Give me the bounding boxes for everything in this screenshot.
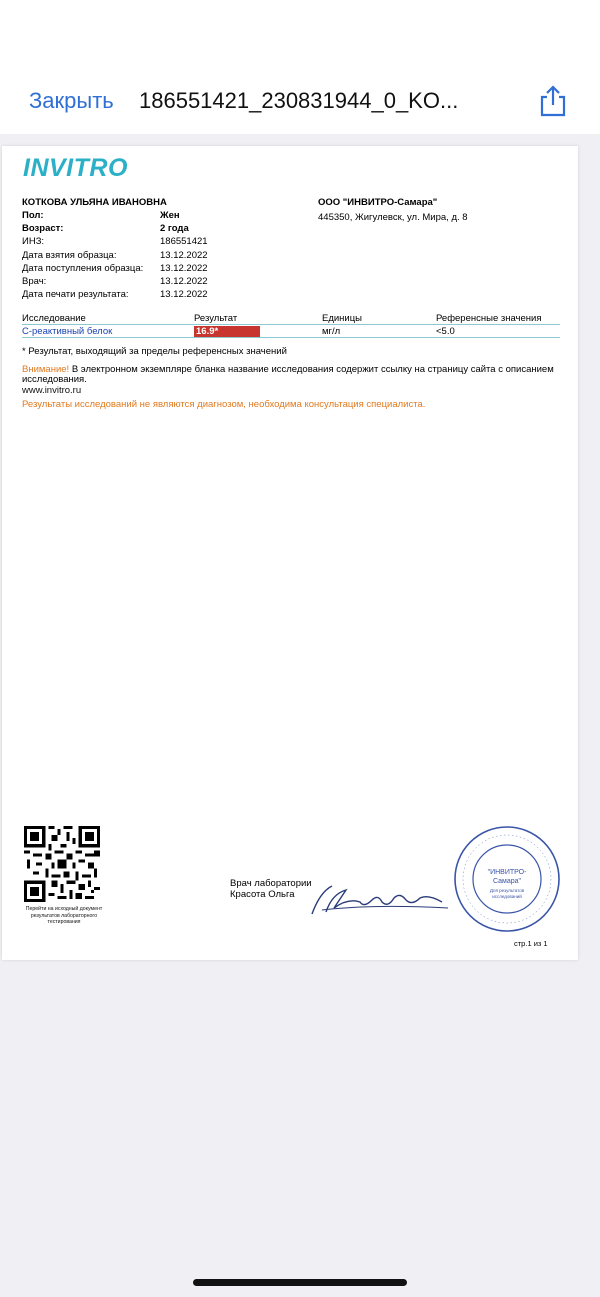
doctor-title: Врач лаборатории xyxy=(230,878,312,889)
info-label: ИНЗ: xyxy=(22,236,45,248)
column-header-test: Исследование xyxy=(22,313,86,324)
info-value: 186551421 xyxy=(160,236,208,248)
column-header-result: Результат xyxy=(194,313,238,324)
info-value: 13.12.2022 xyxy=(160,249,208,261)
lab-stamp xyxy=(452,824,562,934)
info-row xyxy=(22,210,282,223)
signature xyxy=(302,864,452,924)
qr-caption: Перейти на исходный документ результатов лабораторного тестирования xyxy=(25,906,103,925)
page-number: стр.1 из 1 xyxy=(514,939,548,948)
info-row xyxy=(22,236,282,249)
info-label: Дата поступления образца: xyxy=(22,262,144,274)
info-value: 13.12.2022 xyxy=(160,289,208,301)
info-label: Возраст: xyxy=(22,223,64,235)
test-name-link[interactable]: С-реактивный белок xyxy=(22,326,113,337)
disclaimer: Результаты исследований не являются диагнозом, необходима консультация специалиста. xyxy=(22,399,426,410)
info-row xyxy=(22,289,282,302)
info-row xyxy=(22,276,282,289)
info-label: Дата печати результата: xyxy=(22,289,129,301)
svg-text:исследований: исследований xyxy=(492,894,522,899)
home-indicator[interactable] xyxy=(193,1279,407,1286)
result-value-flagged: 16.9* xyxy=(194,326,260,337)
info-label: Дата взятия образца: xyxy=(22,249,117,261)
results-table-header xyxy=(22,313,560,325)
table-row xyxy=(22,326,560,338)
info-row xyxy=(22,250,282,263)
svg-text:"ИНВИТРО-: "ИНВИТРО- xyxy=(487,869,527,876)
info-value: 2 года xyxy=(160,223,189,235)
info-value: 13.12.2022 xyxy=(160,275,208,287)
units-value: мг/л xyxy=(322,326,341,337)
column-header-units: Единицы xyxy=(322,313,363,324)
invitro-logo: INVITRO xyxy=(23,154,128,182)
lab-organization xyxy=(318,197,468,223)
info-label: Пол: xyxy=(22,210,44,221)
warning-text: В электронном экземпляре бланка название исследования содержит ссылку на страницу сайта с описанием исследования. xyxy=(22,364,554,385)
info-value: Жен xyxy=(160,210,180,221)
document-page[interactable] xyxy=(2,146,578,960)
svg-text:Для результатов: Для результатов xyxy=(489,888,525,893)
share-icon[interactable] xyxy=(536,84,570,118)
org-address: 445350, Жигулевск, ул. Мира, д. 8 xyxy=(318,212,468,223)
doctor-signature-block xyxy=(230,878,312,900)
info-row xyxy=(22,223,282,236)
patient-name: КОТКОВА УЛЬЯНА ИВАНОВНА xyxy=(22,197,167,208)
footnote: * Результат, выходящий за пределы референсных значений xyxy=(22,346,287,357)
org-name: ООО "ИНВИТРО-Самара" xyxy=(318,197,438,208)
close-button[interactable]: Закрыть xyxy=(29,88,114,113)
website-link[interactable]: www.invitro.ru xyxy=(22,385,82,396)
warning-label: Внимание! xyxy=(22,364,70,375)
info-value: 13.12.2022 xyxy=(160,262,208,274)
doctor-name: Красота Ольга xyxy=(230,889,295,900)
info-label: Врач: xyxy=(22,275,47,287)
qr-code-icon[interactable] xyxy=(24,826,100,902)
warning-notice xyxy=(22,365,562,385)
column-header-reference: Референсные значения xyxy=(436,313,542,324)
svg-text:Самара": Самара" xyxy=(492,878,522,885)
reference-value: <5.0 xyxy=(436,326,455,337)
top-nav-bar xyxy=(0,0,600,134)
info-row xyxy=(22,263,282,276)
document-title: 186551421_230831944_0_KO... xyxy=(139,88,459,113)
patient-info xyxy=(22,210,282,302)
